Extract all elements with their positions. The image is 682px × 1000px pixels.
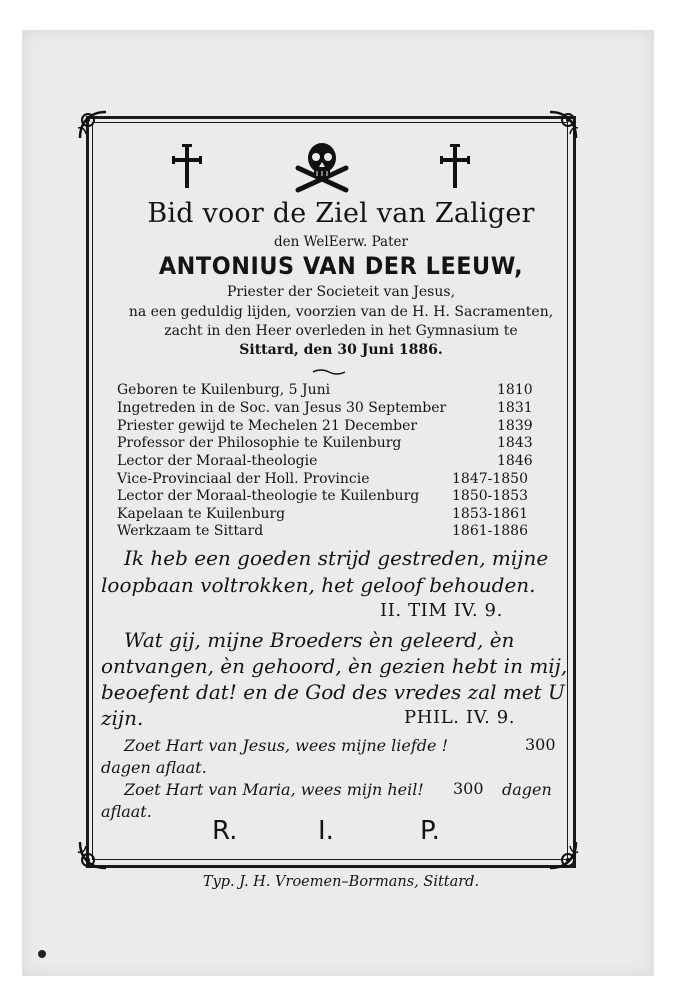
- cross-icon: [172, 144, 202, 190]
- corner-ornament-icon: [546, 838, 580, 872]
- rip-letter: I.: [318, 816, 334, 846]
- quote-line: ontvangen, èn gehoord, èn gezien hebt in mij,: [101, 654, 568, 678]
- timeline-year: 1831: [497, 400, 533, 416]
- quote-line: beoefent dat! en de God des vredes zal met U: [101, 680, 565, 704]
- timeline-event: Geboren te Kuilenburg, 5 Juni: [117, 382, 331, 398]
- ink-spot: [38, 950, 46, 958]
- timeline-event: Kapelaan te Kuilenburg: [117, 506, 286, 522]
- bio-line: zacht in den Heer overleden in het Gymnasium te: [164, 323, 518, 339]
- timeline-event: Ingetreden in de Soc. van Jesus 30 September: [117, 400, 447, 416]
- timeline-year: 1853-1861: [452, 506, 528, 522]
- timeline-event: Priester gewijd te Mechelen 21 December: [117, 418, 418, 434]
- timeline-year: 1843: [497, 435, 533, 451]
- timeline-event: Werkzaam te Sittard: [117, 523, 264, 539]
- quote-reference: II. TIM IV. 9.: [380, 600, 503, 621]
- quote-line: zijn.: [101, 706, 144, 730]
- timeline-year: 1839: [497, 418, 533, 434]
- honorific: den WelEerw. Pater: [274, 234, 408, 250]
- skull-crossbones-icon: [292, 138, 352, 194]
- indulgence-days: 300: [453, 779, 484, 798]
- prayer-line: Zoet Hart van Jesus, wees mijne liefde !: [124, 736, 449, 755]
- timeline-event: Professor der Philosophie te Kuilenburg: [117, 435, 402, 451]
- corner-ornament-icon: [546, 108, 580, 142]
- timeline-year: 1846: [497, 453, 533, 469]
- death-date: Sittard, den 30 Juni 1886.: [239, 342, 443, 358]
- timeline-year: 1861-1886: [452, 523, 528, 539]
- quote-line: Ik heb een goeden strijd gestreden, mijne: [124, 546, 549, 570]
- corner-ornament-icon: [76, 108, 110, 142]
- timeline-event: Lector der Moraal-theologie: [117, 453, 318, 469]
- rip-letter: P.: [420, 816, 440, 846]
- cross-icon: [440, 144, 470, 190]
- rip-letter: R.: [212, 816, 238, 846]
- prayer-line: dagen aflaat.: [101, 758, 207, 777]
- corner-ornament-icon: [76, 838, 110, 872]
- bio-line: na een geduldig lijden, voorzien van de H. H. Sacramenten,: [128, 304, 554, 320]
- indulgence-days: 300: [525, 735, 556, 754]
- prayer-line: aflaat.: [101, 802, 152, 821]
- quote-reference: PHIL. IV. 9.: [404, 707, 516, 728]
- prayer-line: dagen: [502, 780, 552, 799]
- prayer-line: Zoet Hart van Maria, wees mijn heil!: [124, 780, 424, 799]
- timeline-event: Lector der Moraal-theologie te Kuilenburg: [117, 488, 420, 504]
- printer-credit: Typ. J. H. Vroemen–Bormans, Sittard.: [202, 874, 480, 890]
- divider-ornament-icon: [312, 368, 346, 376]
- timeline-event: Vice-Provinciaal der Holl. Provincie: [117, 471, 370, 487]
- card-title: Bid voor de Ziel van Zaliger: [147, 198, 535, 229]
- timeline-year: 1850-1853: [452, 488, 528, 504]
- quote-line: loopbaan voltrokken, het geloof behouden.: [101, 573, 536, 597]
- timeline-year: 1847-1850: [452, 471, 528, 487]
- bio-line: Priester der Societeit van Jesus,: [226, 284, 456, 300]
- timeline-year: 1810: [497, 382, 533, 398]
- deceased-name: ANTONIUS VAN DER LEEUW,: [158, 252, 524, 280]
- quote-line: Wat gij, mijne Broeders èn geleerd, èn: [124, 628, 515, 652]
